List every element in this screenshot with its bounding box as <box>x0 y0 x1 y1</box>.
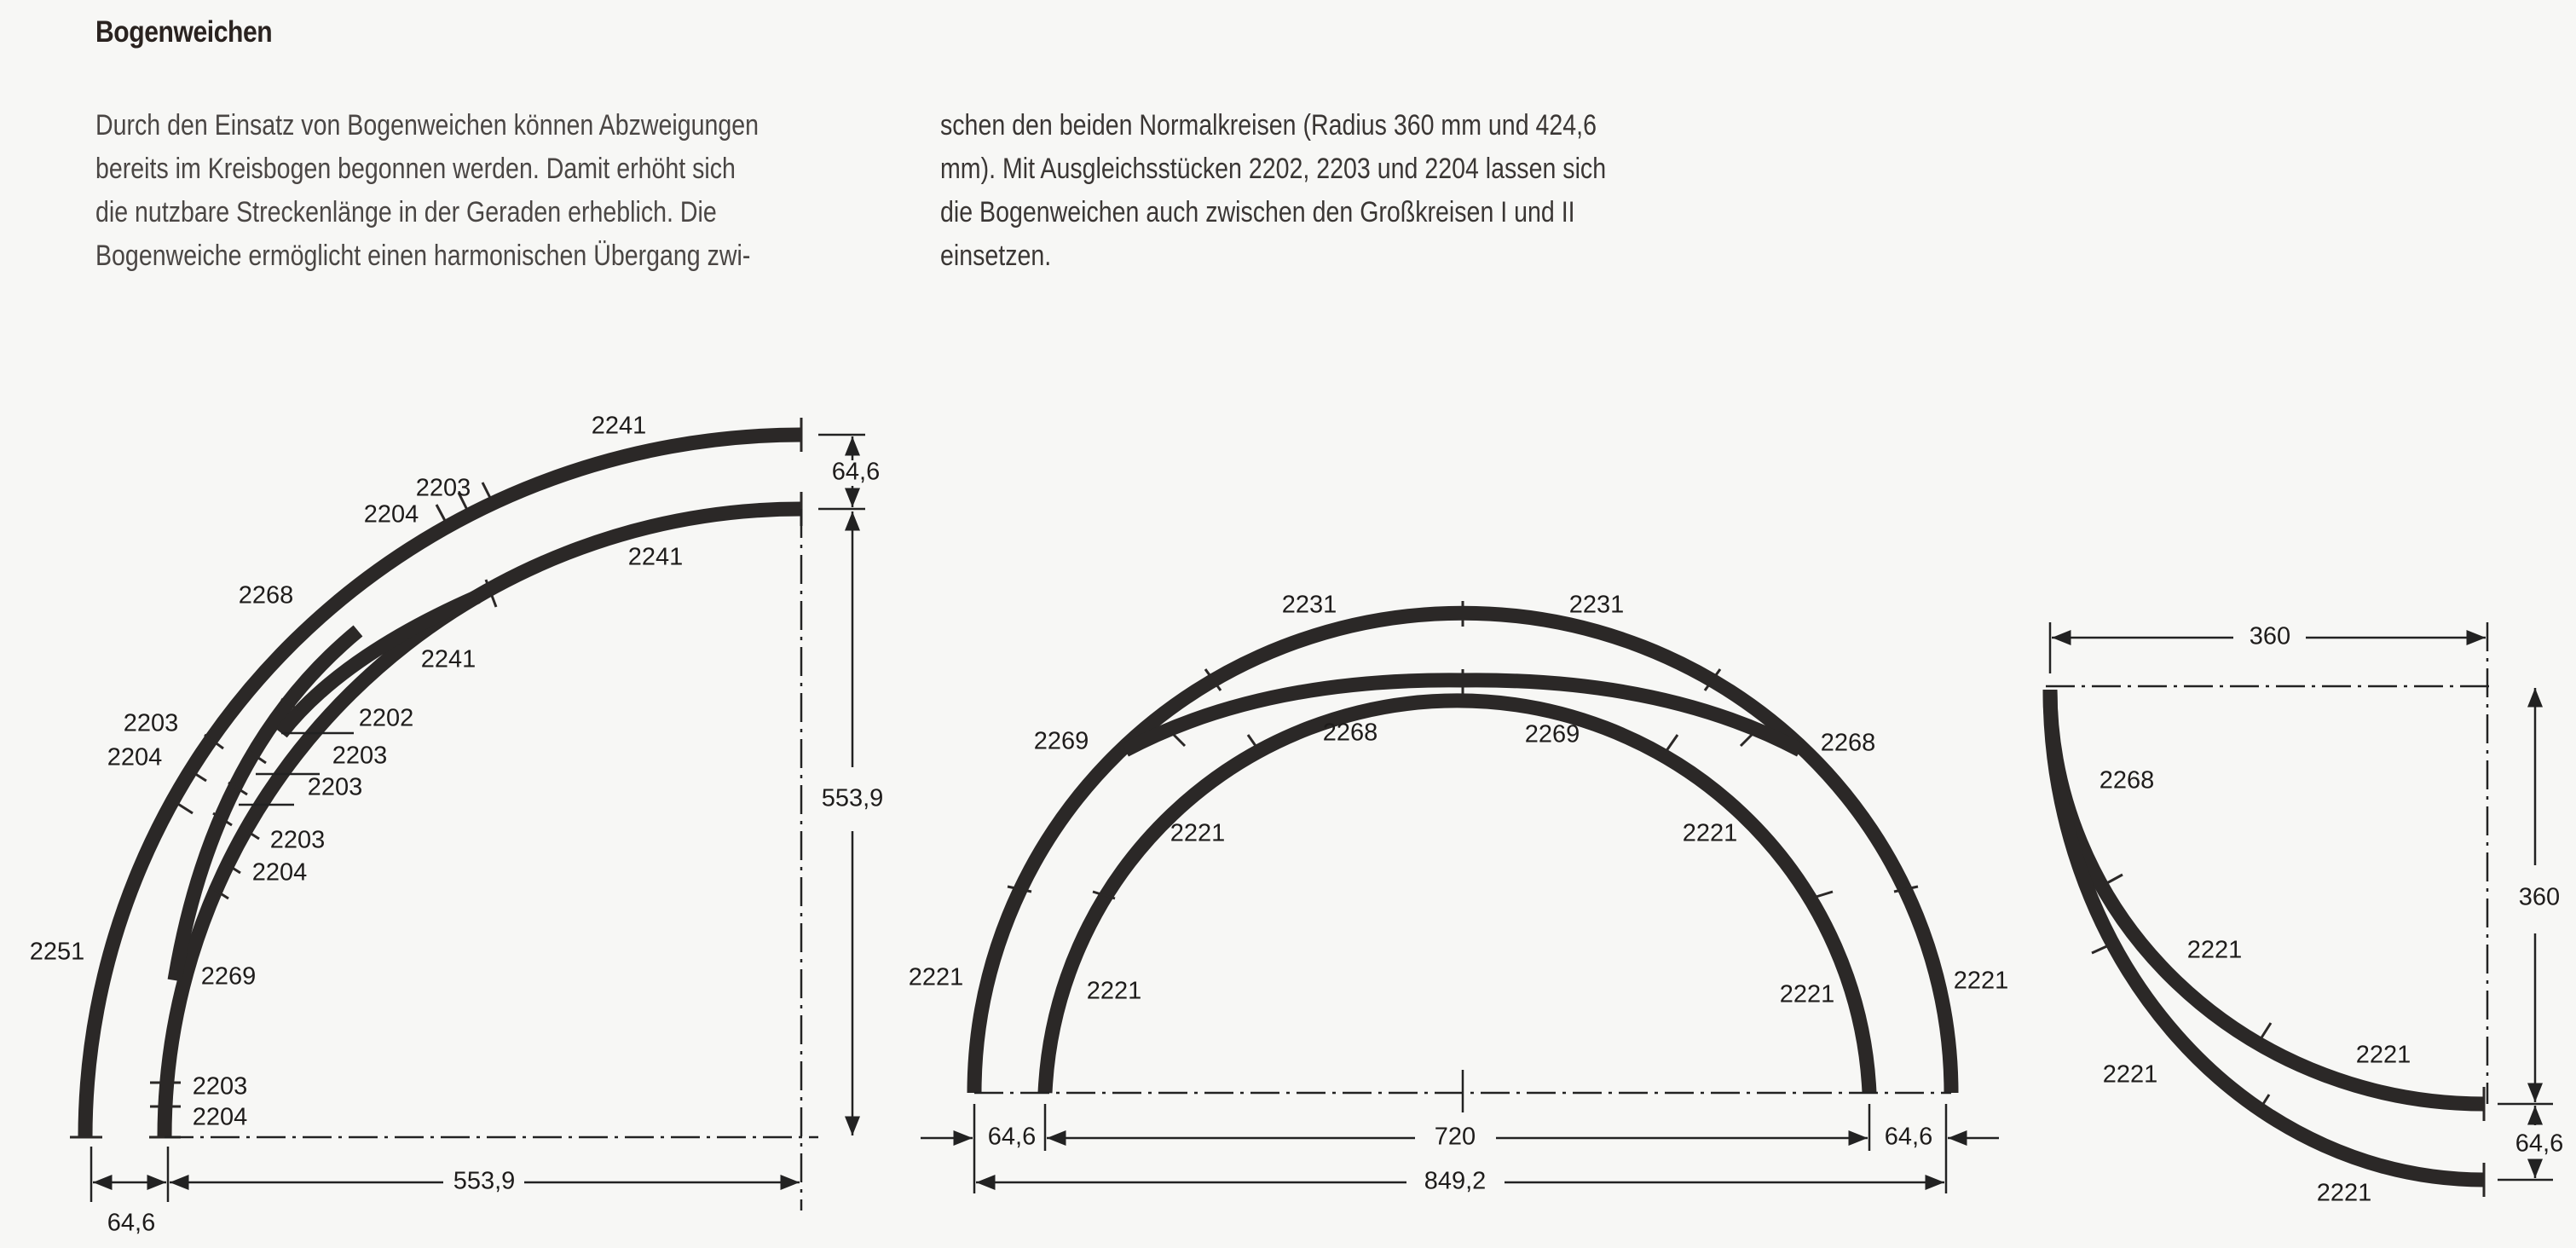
track-label: 2231 <box>1568 591 1625 619</box>
track-label: 2241 <box>591 412 647 440</box>
diagram-quarter-switch <box>2046 622 2563 1207</box>
track-label: 2268 <box>1322 719 1378 747</box>
track-label: 2221 <box>1170 819 1226 847</box>
diagram-quarter-circle-switches <box>30 413 884 1237</box>
text-line: bereits im Kreisbogen begonnen werden. Damit erhöht sich <box>95 153 736 185</box>
inner-track <box>2050 690 2484 1104</box>
text-line: Durch den Einsatz von Bogenweichen können Abzweigungen <box>95 109 760 142</box>
dimension-label: 360 <box>2249 622 2291 650</box>
track-label: 2251 <box>29 938 85 966</box>
track-label: 2204 <box>251 858 308 887</box>
dimension-label: 360 <box>2518 883 2561 911</box>
track-label: 2268 <box>238 581 294 610</box>
track-label: 2204 <box>363 500 419 529</box>
dimension-label: 64,6 <box>831 458 881 486</box>
track-label: 2221 <box>1086 977 1142 1005</box>
dimension-label: 553,9 <box>821 784 884 812</box>
dimension-label: 64,6 <box>1884 1123 1933 1151</box>
text-line: die Bogenweichen auch zwischen den Großkreisen I und II <box>940 196 1575 228</box>
track-label: 2221 <box>908 963 964 991</box>
track-label: 2221 <box>1953 967 2009 995</box>
dimension-label: 64,6 <box>2515 1130 2564 1158</box>
track-label: 2203 <box>415 474 471 502</box>
track-label: 2221 <box>1779 980 1835 1008</box>
text-line: Bogenweiche ermöglicht einen harmonischen Übergang zwi- <box>95 240 751 272</box>
track-label: 2203 <box>332 742 388 770</box>
text-line: mm). Mit Ausgleichsstücken 2202, 2203 und 2204 lassen sich <box>940 153 1607 185</box>
track-label: 2241 <box>420 645 477 673</box>
dimension-label: 64,6 <box>987 1123 1037 1151</box>
track-label: 2241 <box>627 543 684 571</box>
track-label: 2221 <box>2102 1060 2158 1089</box>
diagram-semicircle-switches <box>909 592 2009 1195</box>
track-label: 2203 <box>123 709 179 737</box>
track-label: 2221 <box>2186 936 2243 964</box>
dimension-label: 64,6 <box>107 1209 156 1237</box>
track-label: 2202 <box>358 704 414 732</box>
dimension-label: 553,9 <box>453 1167 516 1195</box>
track-label: 2221 <box>2355 1041 2411 1069</box>
section-heading: Bogenweichen <box>95 15 273 49</box>
track-label: 2203 <box>192 1072 248 1101</box>
track-label: 2221 <box>2316 1179 2372 1207</box>
text-line: einsetzen. <box>940 240 1052 272</box>
dimension-label: 849,2 <box>1424 1167 1487 1195</box>
text-line: schen den beiden Normalkreisen (Radius 360 mm und 424,6 <box>940 109 1597 142</box>
track-label: 2269 <box>200 962 257 991</box>
track-label: 2268 <box>2099 766 2155 794</box>
track-label: 2203 <box>269 826 326 854</box>
text-line: die nutzbare Streckenlänge in der Geraden erheblich. Die <box>95 196 717 228</box>
track-label: 2231 <box>1281 591 1337 619</box>
track-label: 2221 <box>1682 819 1738 847</box>
outer-track <box>85 435 801 1137</box>
track-label: 2269 <box>1033 727 1089 755</box>
track-label: 2203 <box>307 773 363 801</box>
track-label: 2204 <box>192 1103 248 1131</box>
dimension-label: 720 <box>1434 1123 1476 1151</box>
inner-semicircle <box>1045 701 1869 1093</box>
track-label: 2204 <box>107 743 163 771</box>
track-label: 2269 <box>1524 720 1580 748</box>
track-label: 2268 <box>1820 729 1876 757</box>
